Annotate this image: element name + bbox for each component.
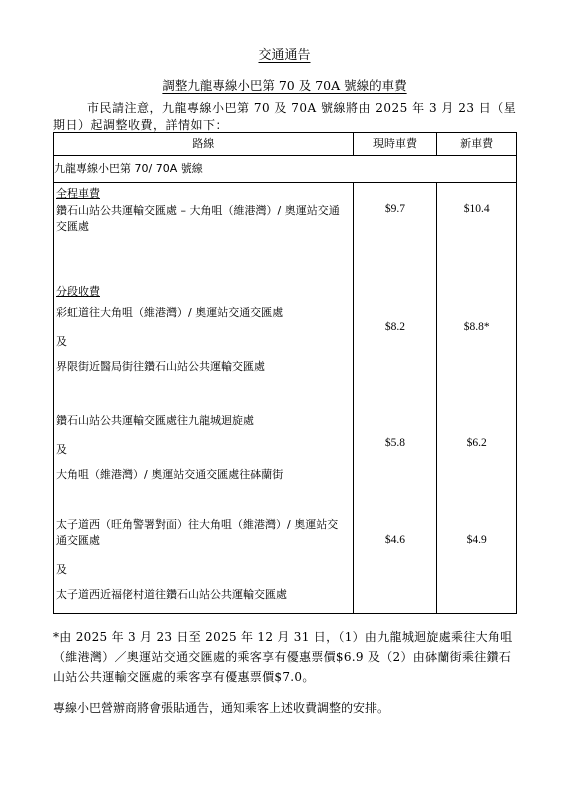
intro-paragraph: 市民請注意，九龍專線小巴第 70 及 70A 號線將由 2025 年 3 月 23 日（星期日）起調整收費，詳情如下： (53, 101, 517, 132)
section-2-line2: 大角咀（維港灣）/ 奧運站交通交匯處往砵蘭街 (56, 468, 284, 481)
route-details-cell (54, 183, 354, 614)
notice-title: 交通通告 (258, 48, 311, 63)
section-3-line1: 太子道西（旺角警署對面）往大角咀（維港灣）/ 奧運站交通交匯處 (56, 518, 339, 547)
full-fare-current: $9.7 (384, 203, 406, 215)
header-current-fare: 現時車費 (353, 133, 437, 156)
section-2-new: $6.2 (466, 437, 487, 449)
footer-paragraph: 專線小巴營辦商將會張貼通告，通知乘客上述收費調整的安排。 (53, 701, 390, 715)
route-group-row (54, 156, 517, 183)
fare-table (53, 132, 517, 614)
section-3-new: $4.9 (466, 534, 487, 546)
section-3-line2: 太子道西近福佬村道往鑽石山站公共運輸交匯處 (56, 588, 287, 601)
notice-subtitle: 調整九龍專線小巴第 70 及 70A 號線的車費 (162, 78, 407, 93)
new-fare-column (437, 183, 517, 614)
section-3-and: 及 (56, 563, 67, 576)
header-route: 路線 (54, 133, 354, 156)
fare-body-row (54, 183, 517, 614)
full-fare-route: 鑽石山站公共運輸交匯處 – 大角咀（維港灣）/ 奧運站交通交匯處 (56, 204, 340, 233)
section-1-and: 及 (56, 335, 67, 348)
section-2-current: $5.8 (384, 437, 406, 449)
section-2-and: 及 (56, 443, 67, 456)
full-fare-heading: 全程車費 (56, 187, 100, 200)
current-fare-column (353, 183, 437, 614)
table-header-row (54, 133, 517, 156)
full-fare-new: $10.4 (463, 203, 490, 215)
section-2-line1: 鑽石山站公共運輸交匯處往九龍城迴旋處 (56, 414, 254, 427)
section-fare-heading: 分段收費 (56, 285, 100, 298)
section-3-current: $4.6 (384, 534, 406, 546)
section-1-new: $8.8* (463, 321, 490, 333)
route-group-label: 九龍專線小巴第 70/ 70A 號線 (54, 156, 517, 183)
section-1-current: $8.2 (384, 321, 406, 333)
section-1-line2: 界限街近醫局街往鑽石山站公共運輸交匯處 (56, 360, 265, 373)
discount-note: *由 2025 年 3 月 23 日至 2025 年 12 月 31 日，（1）由九龍城迴旋處乘往大角咀（維港灣）／奧運站交通交匯處的乘客享有優惠票價$6.9 及（2）由砵蘭街乘往鑽石山站公共運輸交匯處的乘客享有優惠票價$7.0。 (53, 630, 513, 684)
section-1-line1: 彩虹道往大角咀（維港灣）/ 奧運站交通交匯處 (56, 306, 284, 319)
header-new-fare: 新車費 (437, 133, 517, 156)
